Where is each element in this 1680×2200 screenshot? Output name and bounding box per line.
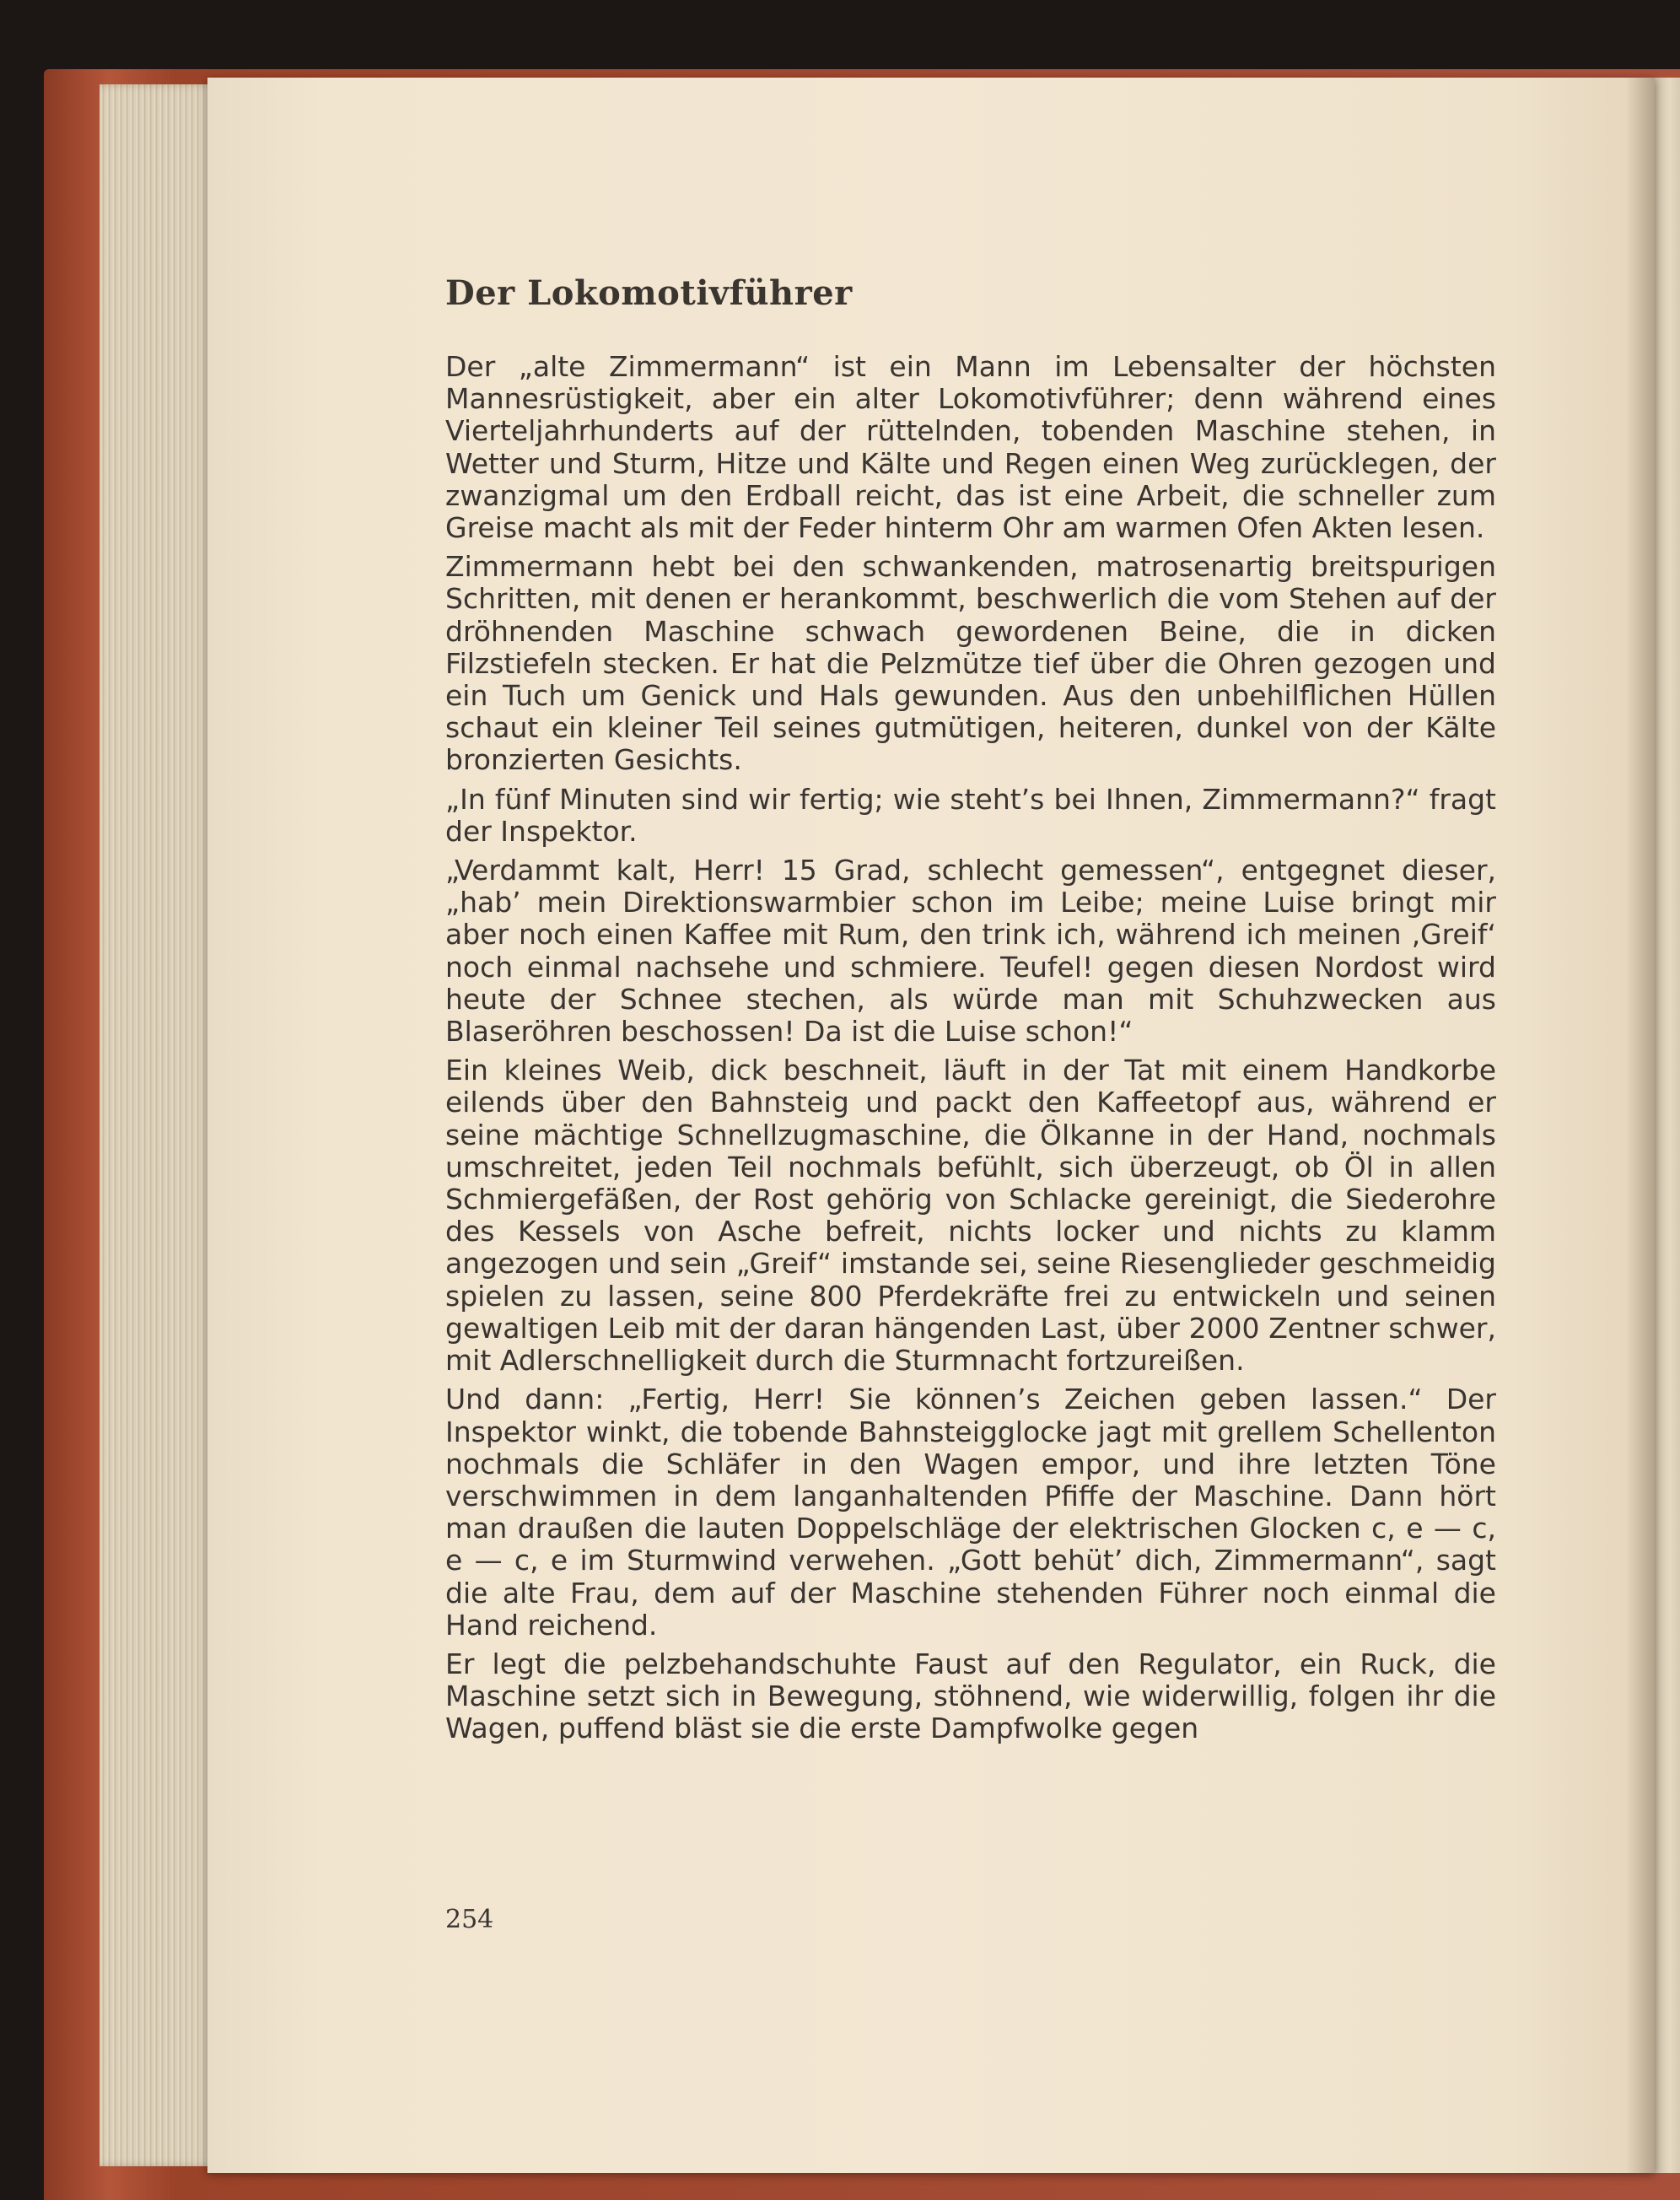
page-number: 254 xyxy=(445,1905,494,1934)
paragraph: „In fünf Minuten sind wir fertig; wie steht’s bei Ihnen, Zimmermann?“ fragt der Inspektor. xyxy=(445,782,1496,848)
paragraph: Er legt die pelzbehandschuhte Faust auf den Regulator, ein Ruck, die Maschine setzt sich in Bewegung, stöhnend, wie widerwillig, folgen ihr die Wagen, puffend bläst sie die erste Dampfwolke gegen xyxy=(445,1647,1496,1745)
paragraph: Ein kleines Weib, dick beschneit, läuft in der Tat mit einem Handkorbe eilends über den Bahnsteig und packt den Kaffeetopf aus, während er seine mächtige Schnellzugmaschine, die Ölkanne in der Hand, nochmals umschreitet, jeden Teil nochmals befühlt, sich überzeugt, ob Öl in allen Schmiergefäßen, der Rost gehörig von Schlacke gereinigt, die Siederohre des Kessels von Asche befreit, nichts locker und nichts zu klamm angezogen und sein „Greif“ imstande sei, seine Riesenglieder geschmeidig spielen zu lassen, seine 800 Pferdekräfte frei zu entwickeln und seinen gewaltigen Leib mit der daran hängenden Last, über 2000 Zentner schwer, mit Adlerschnelligkeit durch die Sturmnacht fortzureißen. xyxy=(445,1054,1496,1378)
chapter-title: Der Lokomotivführer xyxy=(445,273,853,313)
paragraph: „Verdammt kalt, Herr! 15 Grad, schlecht gemessen“, entgegnet dieser, „hab’ mein Direktionswarmbier schon im Leibe; meine Luise bringt mir aber noch einen Kaffee mit Rum, den trink ich, während ich meinen ‚Greif‘ noch einmal nachsehe und schmiere. Teufel! gegen diesen Nordost wird heute der Schnee stechen, als würde man mit Schuhzwecken aus Blaseröhren beschossen! Da ist die Luise schon!“ xyxy=(445,854,1496,1049)
gutter-shadow xyxy=(1626,78,1655,2173)
paragraph: Zimmermann hebt bei den schwankenden, matrosenartig breitspurigen Schritten, mit denen er herankommt, beschwerlich die vom Stehen auf der dröhnenden Maschine schwach gewordenen Beine, die in dicken Filzstiefeln stecken. Er hat die Pelzmütze tief über die Ohren gezogen und ein Tuch um Genick und Hals gewunden. Aus den unbehilflichen Hüllen schaut ein kleiner Teil seines gutmütigen, heiteren, dunkel von der Kälte bronzierten Gesichts. xyxy=(445,550,1496,777)
page-stack-edge xyxy=(100,84,218,2166)
body-text xyxy=(445,351,1496,1752)
facing-page-edge xyxy=(1655,78,1680,2173)
paragraph: Und dann: „Fertig, Herr! Sie können’s Zeichen geben lassen.“ Der Inspektor winkt, die tobende Bahnsteigglocke jagt mit grellem Schellenton nochmals die Schläfer in den Wagen empor, und ihre letzten Töne verschwimmen in dem langanhaltenden Pfiffe der Maschine. Dann hört man draußen die lauten Doppelschläge der elektrischen Glocken c, e — c, e — c, e im Sturmwind verwehen. „Gott behüt’ dich, Zimmermann“, sagt die alte Frau, dem auf der Maschine stehenden Führer noch einmal die Hand reichend. xyxy=(445,1383,1496,1642)
paragraph: Der „alte Zimmermann“ ist ein Mann im Lebensalter der höchsten Mannesrüstigkeit, aber ein alter Lokomotivführer; denn während eines Vierteljahrhunderts auf der rüttelnden, tobenden Maschine stehen, in Wetter und Sturm, Hitze und Kälte und Regen einen Weg zurücklegen, der zwanzigmal um den Erdball reicht, das ist eine Arbeit, die schneller zum Greise macht als mit der Feder hinterm Ohr am warmen Ofen Akten lesen. xyxy=(445,350,1496,545)
